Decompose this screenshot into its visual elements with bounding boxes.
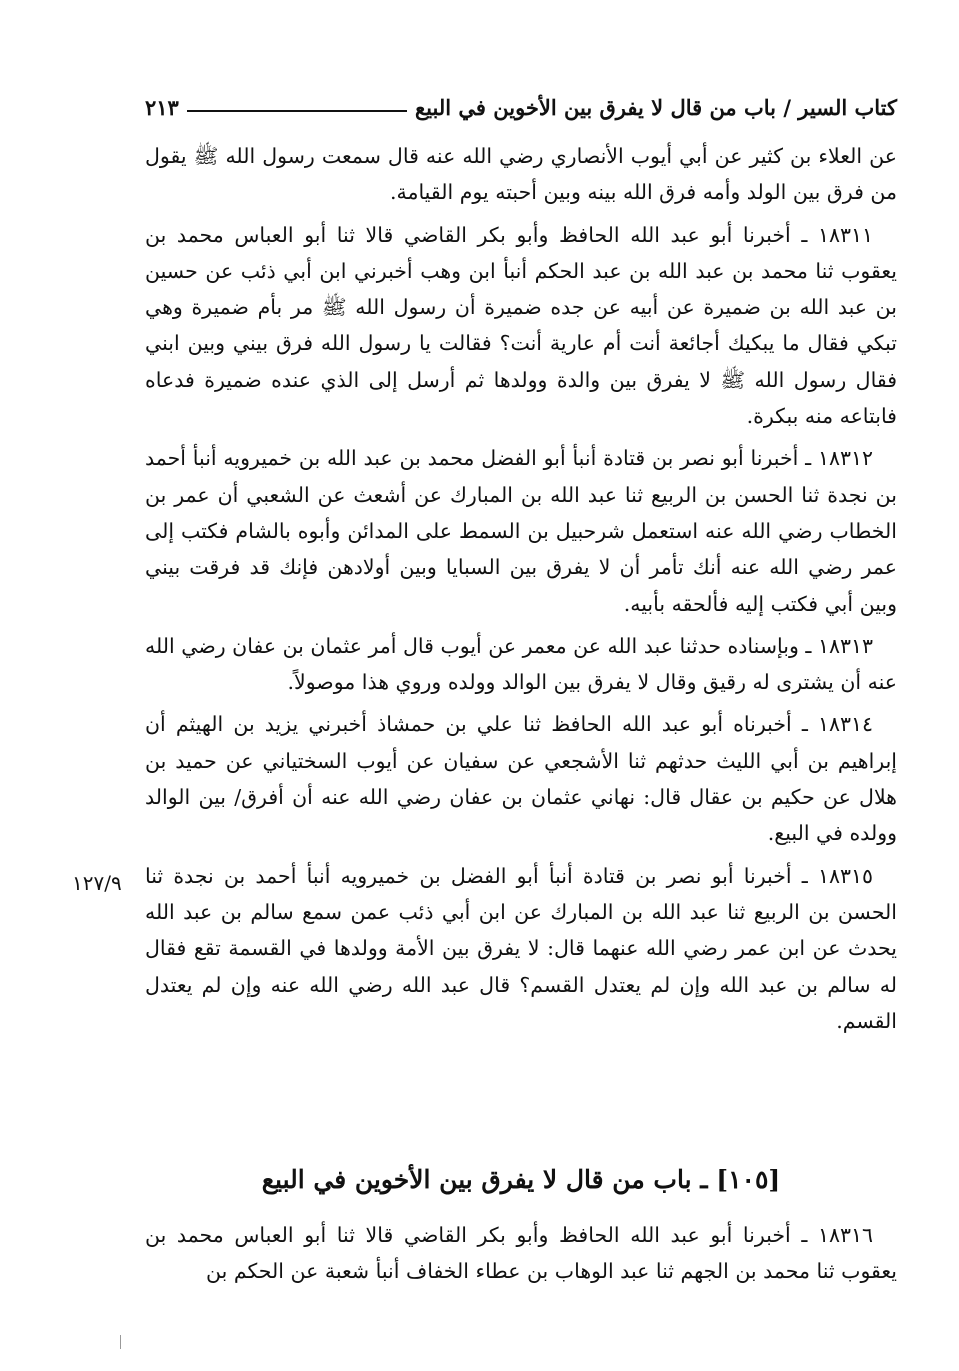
page-number: ٢١٣ [145,95,179,120]
hadith-18311: ١٨٣١١ ـ أخبرنا أبو عبد الله الحافظ وأبو بكر القاضي قالا ثنا أبو العباس محمد بن يعقوب ثنا محمد بن عبد الله بن عبد الحكم أنبأ ابن وهب أخبرني ابن أبي ذئب عن حسين بن عبد الله بن ضميرة عن أبيه عن جده ضميرة أن رسول الله ﷺ مر بأم ضميرة وهي تبكي فقال ما يبكيك أجائعة أنت أم عارية أنت؟ فقالت يا رسول الله فرق بيني وبين ابني فقال رسول الله ﷺ لا يفرق بين والدة وولدها ثم أرسل إلى الذي عنده ضميرة فدعاه فابتاعه منه ببكرة. [145,222,897,429]
hadith-18312: ١٨٣١٢ ـ أخبرنا أبو نصر بن قتادة أنبأ أبو الفضل محمد بن عبد الله بن خميرويه أنبأ أحمد بن نجدة ثنا الحسن بن الربيع ثنا عبد الله بن المبارك عن أشعث عن الشعبي أن عمر بن الخطاب رضي الله عنه استعمل شرحبيل بن السمط على المدائن وأبوه بالشام فكتب إلى عمر رضي الله عنه أنك تأمر أن لا يفرق بين السبايا وبين أولادهن فإنك قد فرقت بيني وبين أبي فكتب إليه فألحقه بأبيه. [145,446,897,616]
main-text [145,138,897,1045]
hadith-18316: ١٨٣١٦ ـ أخبرنا أبو عبد الله الحافظ وأبو بكر القاضي قالا ثنا أبو العباس محمد بن يعقوب ثنا محمد بن الجهم ثنا عبد الوهاب بن عطاء الخفاف أنبأ شعبة عن الحكم بن [145,1223,897,1284]
section-heading: [١٠٥] ـ باب من قال لا يفرق بين الأخوين في البيع [261,1165,781,1194]
running-header [145,86,897,120]
hadith-18315: ١٨٣١٥ ـ أخبرنا أبو نصر بن قتادة أنبأ أبو الفضل بن خميرويه أنبأ أحمد بن نجدة ثنا الحسن بن الربيع ثنا عبد الله بن المبارك عن ابن أبي ذئب عمن سمع سالم بن عبد الله يحدث عن ابن عمر رضي الله عنهما قال: لا يفرق بين الأمة وولدها في القسمة تقع فقال له سالم بن عبد الله وإن لم يعتدل القسم؟ قال عبد الله رضي الله عنه وإن لم يعتدل القسم. [145,863,897,1033]
header-title: كتاب السير / باب من قال لا يفرق بين الأخوين في البيع [414,95,897,120]
header-rule [187,110,407,112]
hadith-18313: ١٨٣١٣ ـ وبإسناده حدثنا عبد الله عن معمر عن أيوب قال أمر عثمان بن عفان رضي الله عنه أن يشترى له رقيق وقال لا يفرق بين الوالد وولده وروي هذا موصولاً. [145,633,897,695]
scan-mark [120,1335,123,1349]
section-text [145,1217,897,1296]
margin-reference: ١٢٧/٩ [72,871,122,895]
paragraph-continuation: عن العلاء بن كثير عن أبي أيوب الأنصاري رضي الله عنه قال سمعت رسول الله ﷺ يقول من فرق بين الولد وأمه فرق الله بينه وبين أحبته يوم القيامة. [145,144,897,205]
hadith-18314: ١٨٣١٤ ـ أخبرناه أبو عبد الله الحافظ ثنا علي بن حمشاذ أخبرني يزيد بن الهيثم أن إبراهيم بن أبي الليث حدثهم ثنا الأشجعي عن سفيان عن أيوب السختياني عن حميد بن هلال عن حكيم بن عقال قال: نهاني عثمان بن عفان رضي الله عنه أن أفرق/ بين الوالد وولده في البيع. [145,712,897,846]
